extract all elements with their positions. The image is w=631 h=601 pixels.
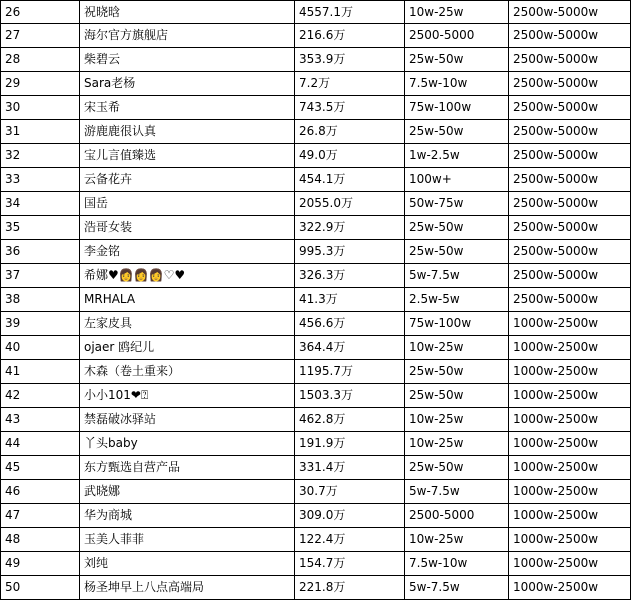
range-b-cell: 1000w-2500w	[509, 384, 631, 408]
rank-cell: 50	[1, 576, 80, 600]
range-a-cell: 1w-2.5w	[405, 144, 509, 168]
range-b-cell: 2500w-5000w	[509, 1, 631, 24]
rank-cell: 32	[1, 144, 80, 168]
name-cell: 国岳	[80, 192, 295, 216]
name-cell: 希娜♥👩👩👩♡♥	[80, 264, 295, 288]
range-b-cell: 2500w-5000w	[509, 288, 631, 312]
name-cell: 东方甄选自营产品	[80, 456, 295, 480]
rank-cell: 33	[1, 168, 80, 192]
fans-cell: 154.7万	[295, 552, 405, 576]
range-b-cell: 2500w-5000w	[509, 96, 631, 120]
rank-cell: 28	[1, 48, 80, 72]
range-b-cell: 2500w-5000w	[509, 120, 631, 144]
fans-cell: 221.8万	[295, 576, 405, 600]
fans-cell: 2055.0万	[295, 192, 405, 216]
fans-cell: 309.0万	[295, 504, 405, 528]
rank-cell: 36	[1, 240, 80, 264]
name-cell: 武晓娜	[80, 480, 295, 504]
range-a-cell: 2500-5000	[405, 504, 509, 528]
range-a-cell: 10w-25w	[405, 432, 509, 456]
range-a-cell: 100w+	[405, 168, 509, 192]
rank-cell: 30	[1, 96, 80, 120]
name-cell: 小小101❤⍰	[80, 384, 295, 408]
table-row	[1, 576, 631, 600]
range-a-cell: 5w-7.5w	[405, 576, 509, 600]
table-row	[1, 240, 631, 264]
fans-cell: 462.8万	[295, 408, 405, 432]
fans-cell: 743.5万	[295, 96, 405, 120]
name-cell: Sara老杨	[80, 72, 295, 96]
name-cell: 宝儿言值臻选	[80, 144, 295, 168]
table-row	[1, 96, 631, 120]
range-a-cell: 75w-100w	[405, 312, 509, 336]
table-row	[1, 216, 631, 240]
range-b-cell: 2500w-5000w	[509, 216, 631, 240]
range-a-cell: 5w-7.5w	[405, 480, 509, 504]
range-a-cell: 25w-50w	[405, 120, 509, 144]
range-b-cell: 2500w-5000w	[509, 192, 631, 216]
rank-cell: 45	[1, 456, 80, 480]
table-row	[1, 144, 631, 168]
range-b-cell: 1000w-2500w	[509, 576, 631, 600]
name-cell: 丫头baby	[80, 432, 295, 456]
range-a-cell: 25w-50w	[405, 384, 509, 408]
rank-cell: 29	[1, 72, 80, 96]
range-b-cell: 1000w-2500w	[509, 504, 631, 528]
name-cell: MRHALA	[80, 288, 295, 312]
fans-cell: 191.9万	[295, 432, 405, 456]
rank-cell: 31	[1, 120, 80, 144]
fans-cell: 1503.3万	[295, 384, 405, 408]
table-row	[1, 24, 631, 48]
range-a-cell: 5w-7.5w	[405, 264, 509, 288]
range-b-cell: 2500w-5000w	[509, 144, 631, 168]
name-cell: 左家皮具	[80, 312, 295, 336]
rank-cell: 47	[1, 504, 80, 528]
range-b-cell: 2500w-5000w	[509, 24, 631, 48]
range-b-cell: 1000w-2500w	[509, 432, 631, 456]
fans-cell: 1195.7万	[295, 360, 405, 384]
range-a-cell: 25w-50w	[405, 456, 509, 480]
range-a-cell: 25w-50w	[405, 240, 509, 264]
fans-cell: 454.1万	[295, 168, 405, 192]
table-row	[1, 480, 631, 504]
range-b-cell: 2500w-5000w	[509, 240, 631, 264]
name-cell: 祝晓晗	[80, 1, 295, 24]
range-a-cell: 10w-25w	[405, 336, 509, 360]
name-cell: 游鹿鹿很认真	[80, 120, 295, 144]
fans-cell: 26.8万	[295, 120, 405, 144]
table-body	[1, 1, 631, 600]
rank-cell: 35	[1, 216, 80, 240]
table-row	[1, 48, 631, 72]
range-b-cell: 2500w-5000w	[509, 264, 631, 288]
rank-cell: 43	[1, 408, 80, 432]
fans-cell: 331.4万	[295, 456, 405, 480]
fans-cell: 41.3万	[295, 288, 405, 312]
name-cell: 海尔官方旗舰店	[80, 24, 295, 48]
name-cell: 李金铭	[80, 240, 295, 264]
rank-cell: 27	[1, 24, 80, 48]
fans-cell: 353.9万	[295, 48, 405, 72]
table-row	[1, 264, 631, 288]
table-row	[1, 504, 631, 528]
table-row	[1, 336, 631, 360]
table-row	[1, 528, 631, 552]
rank-cell: 49	[1, 552, 80, 576]
fans-cell: 364.4万	[295, 336, 405, 360]
table-row	[1, 456, 631, 480]
fans-cell: 216.6万	[295, 24, 405, 48]
table-row	[1, 408, 631, 432]
fans-cell: 322.9万	[295, 216, 405, 240]
rank-cell: 37	[1, 264, 80, 288]
name-cell: 云备花卉	[80, 168, 295, 192]
rank-cell: 26	[1, 1, 80, 24]
name-cell: 玉美人菲菲	[80, 528, 295, 552]
rank-cell: 42	[1, 384, 80, 408]
fans-cell: 7.2万	[295, 72, 405, 96]
range-a-cell: 7.5w-10w	[405, 552, 509, 576]
table-row	[1, 192, 631, 216]
table-row	[1, 432, 631, 456]
range-b-cell: 1000w-2500w	[509, 336, 631, 360]
table-row	[1, 312, 631, 336]
table-row	[1, 72, 631, 96]
table-row	[1, 168, 631, 192]
rank-cell: 41	[1, 360, 80, 384]
range-a-cell: 25w-50w	[405, 360, 509, 384]
range-b-cell: 1000w-2500w	[509, 360, 631, 384]
range-b-cell: 1000w-2500w	[509, 480, 631, 504]
name-cell: 杨圣坤早上八点高端局	[80, 576, 295, 600]
table-row	[1, 288, 631, 312]
table-row	[1, 384, 631, 408]
rank-cell: 34	[1, 192, 80, 216]
rank-cell: 48	[1, 528, 80, 552]
range-b-cell: 1000w-2500w	[509, 552, 631, 576]
name-cell: 木森（卷土重来）	[80, 360, 295, 384]
fans-cell: 995.3万	[295, 240, 405, 264]
fans-cell: 4557.1万	[295, 1, 405, 24]
range-a-cell: 25w-50w	[405, 48, 509, 72]
fans-cell: 456.6万	[295, 312, 405, 336]
range-b-cell: 1000w-2500w	[509, 456, 631, 480]
name-cell: 刘纯	[80, 552, 295, 576]
rank-cell: 38	[1, 288, 80, 312]
rank-cell: 46	[1, 480, 80, 504]
fans-cell: 30.7万	[295, 480, 405, 504]
rank-cell: 39	[1, 312, 80, 336]
table-row	[1, 120, 631, 144]
name-cell: 宋玉希	[80, 96, 295, 120]
range-b-cell: 1000w-2500w	[509, 312, 631, 336]
name-cell: 浩哥女装	[80, 216, 295, 240]
fans-cell: 49.0万	[295, 144, 405, 168]
fans-cell: 122.4万	[295, 528, 405, 552]
table-row	[1, 1, 631, 24]
range-a-cell: 10w-25w	[405, 1, 509, 24]
range-b-cell: 1000w-2500w	[509, 408, 631, 432]
name-cell: ojaer 鸥纪儿	[80, 336, 295, 360]
name-cell: 柴碧云	[80, 48, 295, 72]
rank-cell: 40	[1, 336, 80, 360]
rank-cell: 44	[1, 432, 80, 456]
table-row	[1, 360, 631, 384]
name-cell: 禁磊破冰驿站	[80, 408, 295, 432]
range-a-cell: 25w-50w	[405, 216, 509, 240]
table-row	[1, 552, 631, 576]
range-a-cell: 10w-25w	[405, 528, 509, 552]
range-b-cell: 2500w-5000w	[509, 168, 631, 192]
range-b-cell: 2500w-5000w	[509, 48, 631, 72]
range-a-cell: 2500-5000	[405, 24, 509, 48]
name-cell: 华为商城	[80, 504, 295, 528]
range-a-cell: 75w-100w	[405, 96, 509, 120]
range-a-cell: 50w-75w	[405, 192, 509, 216]
range-b-cell: 1000w-2500w	[509, 528, 631, 552]
range-b-cell: 2500w-5000w	[509, 72, 631, 96]
range-a-cell: 2.5w-5w	[405, 288, 509, 312]
range-a-cell: 10w-25w	[405, 408, 509, 432]
range-a-cell: 7.5w-10w	[405, 72, 509, 96]
fans-cell: 326.3万	[295, 264, 405, 288]
